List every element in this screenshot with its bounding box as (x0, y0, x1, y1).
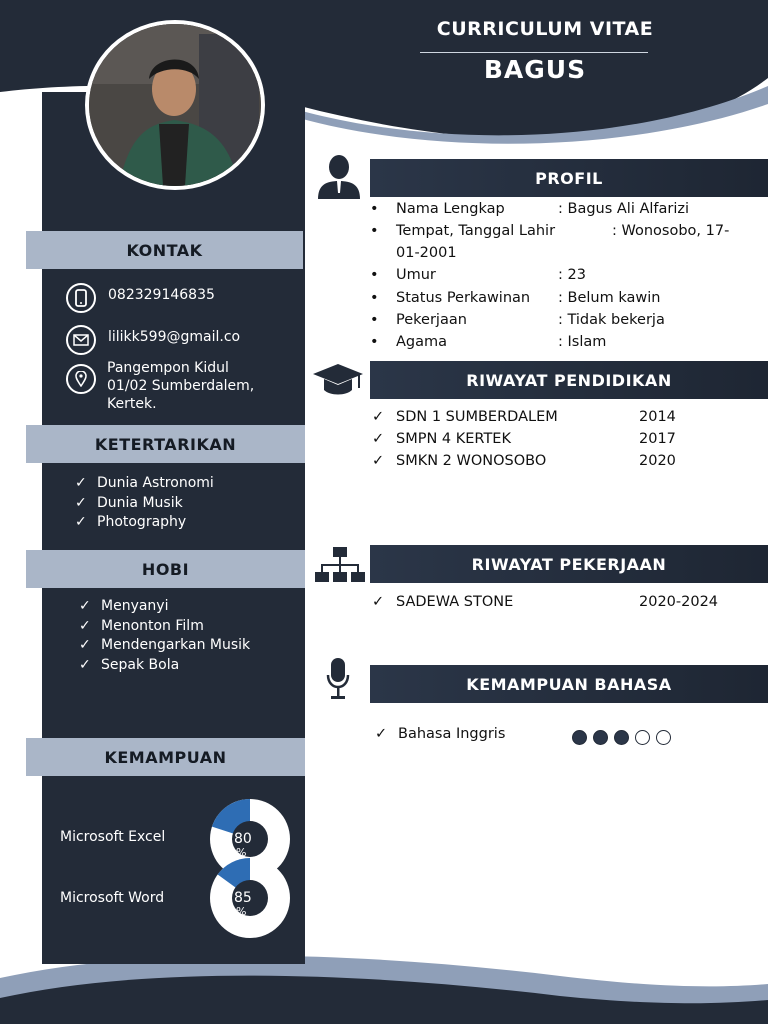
profil-heading: PROFIL (370, 159, 768, 197)
ketertarikan-heading: KETERTARIKAN (26, 425, 305, 463)
check-icon: ✓ (372, 409, 385, 425)
document-title: CURRICULUM VITAE (436, 18, 654, 40)
skill-label-word: Microsoft Word (60, 890, 165, 906)
pendidikan-heading: RIWAYAT PENDIDIKAN (370, 361, 768, 399)
profil-row: • Pekerjaan : Tidak bekerja (370, 312, 665, 328)
title-divider (420, 52, 648, 53)
skill-donuts (200, 796, 300, 944)
level-dot (614, 730, 629, 745)
check-icon: ✓ (75, 494, 87, 511)
level-dot (635, 730, 650, 745)
hobi-list (79, 597, 250, 675)
graduation-cap-icon (312, 362, 364, 398)
level-dot (656, 730, 671, 745)
pendidikan-row: ✓ SDN 1 SUMBERDALEM 2014 (372, 409, 676, 425)
check-icon: ✓ (79, 617, 91, 634)
address (107, 359, 254, 413)
hobi-heading: HOBI (26, 550, 305, 588)
bullet-icon: • (370, 334, 379, 350)
list-item: ✓ Menyanyi (79, 597, 250, 617)
skill-percent-sign-excel: % (236, 846, 247, 859)
address-line-3: Kertek. (107, 396, 157, 412)
list-item: ✓ Dunia Astronomi (75, 474, 214, 494)
kontak-heading: KONTAK (26, 231, 303, 269)
profile-photo (85, 20, 265, 190)
check-icon: ✓ (372, 431, 385, 447)
org-chart-icon (315, 546, 365, 584)
level-dot (572, 730, 587, 745)
check-icon: ✓ (75, 514, 87, 530)
skill-value-word: 85 (234, 890, 252, 906)
profil-row: • Nama Lengkap : Bagus Ali Alfarizi (370, 201, 690, 217)
ketertarikan-list (75, 474, 214, 533)
person-icon (316, 153, 362, 199)
pekerjaan-heading: RIWAYAT PEKERJAAN (370, 545, 768, 583)
skill-percent-sign-word: % (236, 905, 247, 918)
check-icon: ✓ (79, 637, 91, 653)
person-photo-icon (89, 24, 261, 186)
profil-row: • Umur : 23 (370, 267, 586, 283)
bullet-icon: • (370, 223, 379, 239)
bahasa-heading: KEMAMPUAN BAHASA (370, 665, 768, 703)
check-icon: ✓ (375, 726, 388, 742)
check-icon: ✓ (79, 656, 91, 673)
profil-row: • Tempat, Tanggal Lahir : Wonosobo, 17- (370, 223, 730, 239)
person-name: BAGUS (483, 55, 587, 84)
list-item: ✓ Mendengarkan Musik (79, 636, 250, 656)
language-level-rating (572, 730, 677, 745)
bullet-icon: • (370, 290, 379, 306)
pekerjaan-row: ✓ SADEWA STONE 2020-2024 (372, 594, 719, 610)
location-pin-icon (66, 364, 96, 394)
check-icon: ✓ (75, 475, 87, 491)
bahasa-row: ✓ Bahasa Inggris (375, 726, 506, 742)
level-dot (593, 730, 608, 745)
kemampuan-heading: KEMAMPUAN (26, 738, 305, 776)
profil-row: • Agama : Islam (370, 334, 607, 350)
phone-number: 082329146835 (108, 287, 215, 303)
list-item: ✓ Dunia Musik (75, 494, 214, 514)
check-icon: ✓ (372, 453, 385, 469)
profil-row: • Status Perkawinan : Belum kawin (370, 290, 661, 306)
microphone-icon (326, 657, 350, 703)
phone-icon (66, 283, 96, 313)
check-icon: ✓ (79, 598, 91, 614)
pendidikan-row: ✓ SMKN 2 WONOSOBO 2020 (372, 453, 676, 469)
list-item: ✓ Photography (75, 513, 214, 533)
list-item: ✓ Menonton Film (79, 617, 250, 637)
check-icon: ✓ (372, 594, 385, 610)
email-icon (66, 325, 96, 355)
list-item: ✓ Sepak Bola (79, 656, 250, 676)
pendidikan-row: ✓ SMPN 4 KERTEK 2017 (372, 431, 676, 447)
profil-row-continuation: 01-2001 (396, 245, 457, 261)
address-line-2: 01/02 Sumberdalem, (107, 378, 255, 394)
bullet-icon: • (370, 267, 379, 283)
bullet-icon: • (370, 201, 379, 217)
skill-value-excel: 80 (234, 831, 252, 847)
email-address: lilikk599@gmail.co (108, 329, 241, 345)
skill-label-excel: Microsoft Excel (60, 829, 166, 845)
address-line-1: Pangempon Kidul (107, 360, 229, 376)
bullet-icon: • (370, 312, 379, 328)
